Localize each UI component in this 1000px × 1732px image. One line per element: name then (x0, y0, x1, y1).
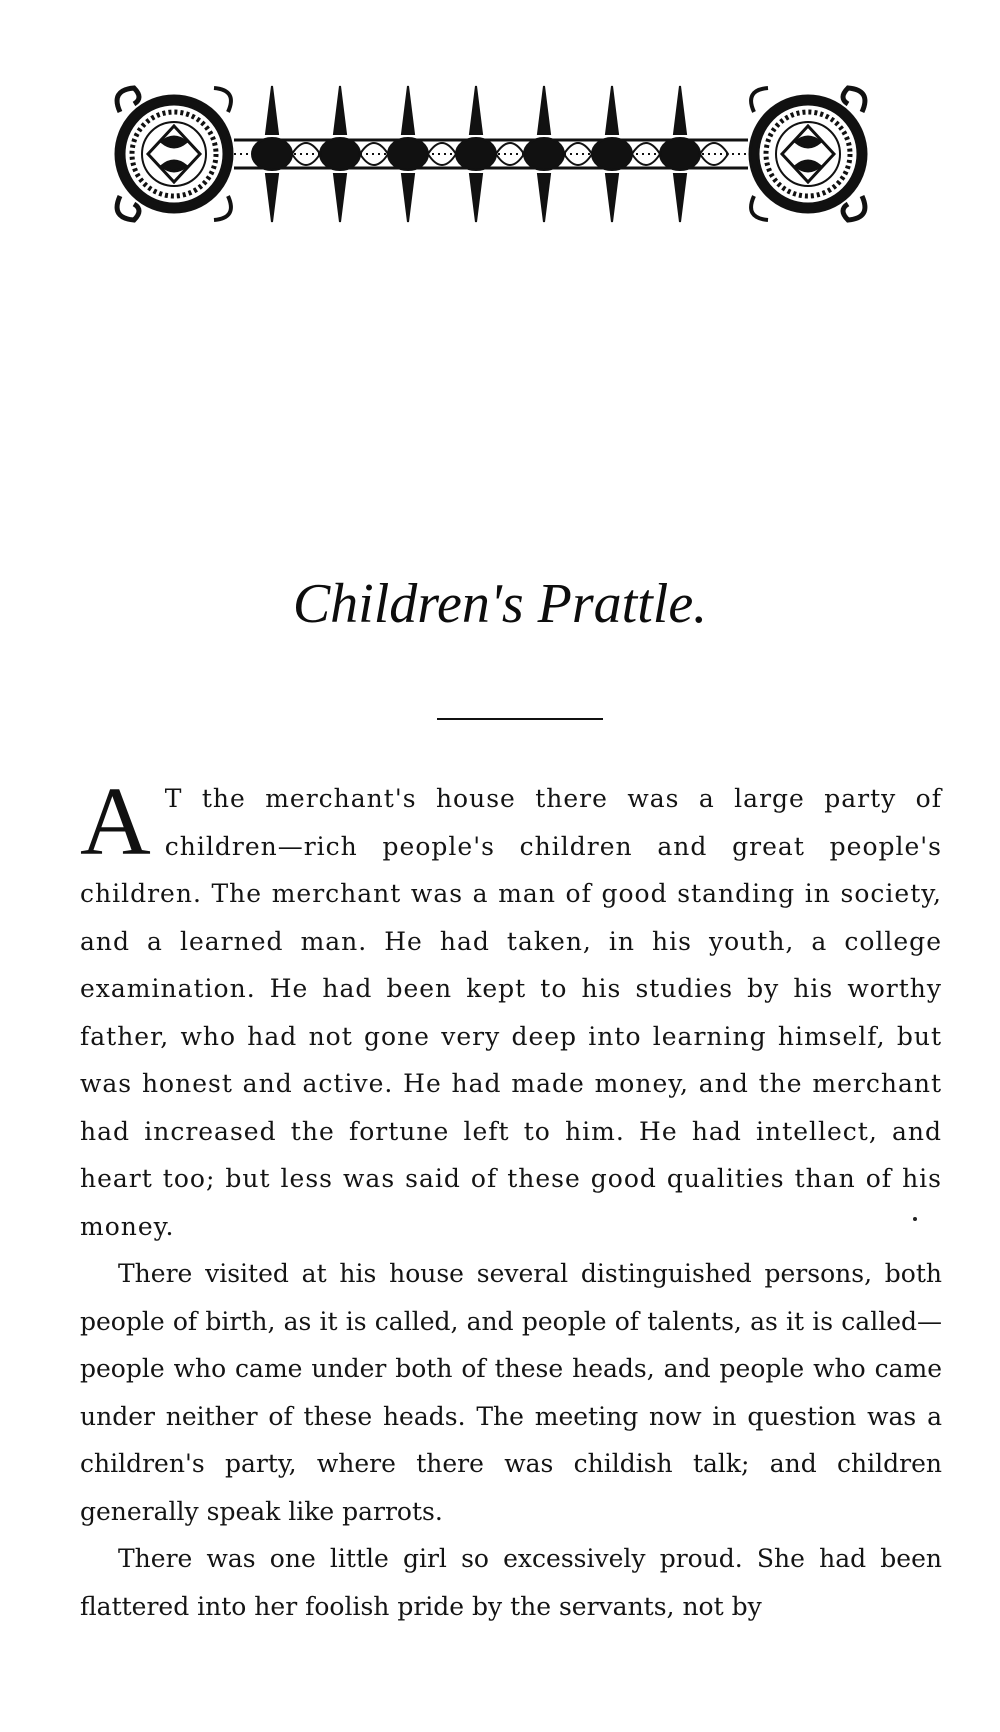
ornamental-headpiece-icon (112, 82, 870, 232)
paragraph-1-text: T the merchant's house there was a large party of children—rich people's children and great people's children. The merchant was a man of good standing in society, and a learned man. He had taken, in his youth, a college examination. He had been kept to his studies by his worthy father, who had not gone very deep into learning himself, but was honest and active. He had made money, and the merchant had increased the fortune left to him. He had intellect, and heart too; but less was said of these good qualities than of his money. (80, 784, 942, 1241)
paragraph-3: There was one little girl so excessively proud. She had been flattered into her foolish pride by the servants, not by (80, 1544, 942, 1621)
body-text (80, 768, 942, 1630)
title-divider (437, 718, 603, 720)
paragraph-1 (80, 768, 942, 1250)
drop-cap: A (80, 768, 151, 876)
print-speck (913, 1217, 917, 1221)
paragraph-2: There visited at his house several distinguished persons, both people of birth, as it is called, and people of talents, as it is called—people who came under both of these heads, and people who came under neither of these heads. The meeting now in question was a children's party, where there was childish talk; and children generally speak like parrots. (80, 1259, 942, 1526)
chapter-title: Children's Prattle. (292, 573, 708, 635)
